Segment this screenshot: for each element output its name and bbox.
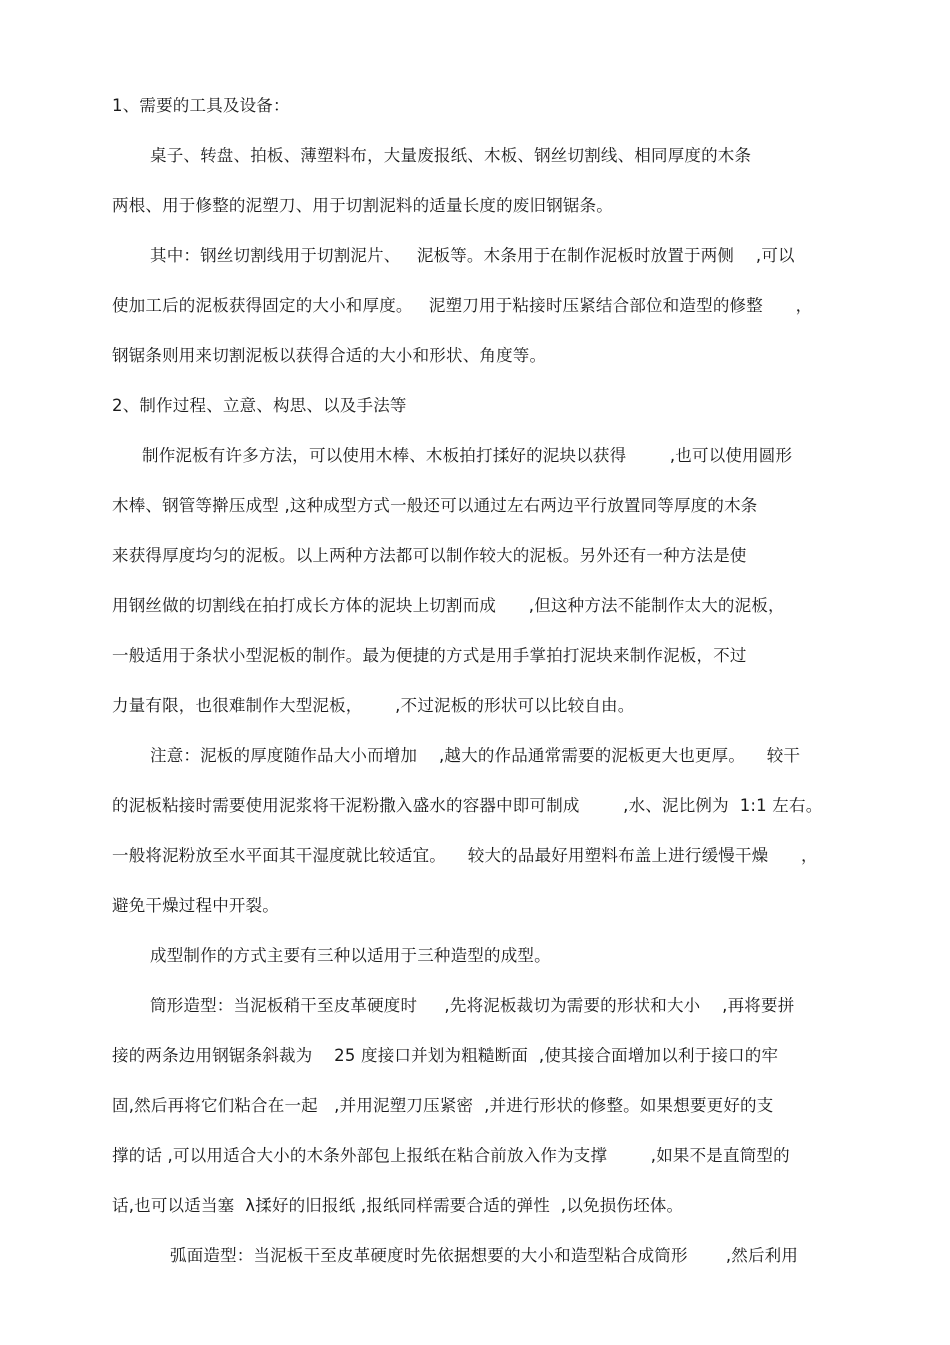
paragraph-line: 其中：钢丝切割线用于切割泥片、 泥板等。木条用于在制作泥板时放置于两侧 ,可以 — [150, 246, 795, 265]
paragraph-line: 钢锯条则用来切割泥板以获得合适的大小和形状、角度等。 — [112, 346, 547, 365]
paragraph-line: 木棒、钢管等擀压成型 ,这种成型方式一般还可以通过左右两边平行放置同等厚度的木条 — [112, 496, 758, 515]
paragraph-line: 接的两条边用钢锯条斜裁为 25 度接口并划为粗糙断面 ,使其接合面增加以利于接口的牢 — [112, 1046, 779, 1065]
paragraph-line: 一般将泥粉放至水平面其干湿度就比较适宜。 较大的品最好用塑料布盖上进行缓慢干燥 ， — [112, 846, 818, 865]
paragraph-line: 固,然后再将它们粘合在一起 ,并用泥塑刀压紧密 ,并进行形状的修整。如果想要更好的支 — [112, 1096, 774, 1115]
paragraph-line: 一般适用于条状小型泥板的制作。最为便捷的方式是用手掌拍打泥块来制作泥板，不过 — [112, 646, 747, 665]
paragraph-line: 制作泥板有许多方法，可以使用木棒、木板拍打揉好的泥块以获得 ,也可以使用圆形 — [142, 446, 793, 465]
paragraph-line: 力量有限，也很难制作大型泥板， ,不过泥板的形状可以比较自由。 — [112, 696, 635, 715]
paragraph-line: 注意：泥板的厚度随作品大小而增加 ,越大的作品通常需要的泥板更大也更厚。 较干 — [150, 746, 801, 765]
paragraph-line: 成型制作的方式主要有三种以适用于三种造型的成型。 — [150, 946, 551, 965]
paragraph-line: 用钢丝做的切割线在拍打成长方体的泥块上切割而成 ,但这种方法不能制作太大的泥板， — [112, 596, 785, 615]
paragraph-line: 使加工后的泥板获得固定的大小和厚度。 泥塑刀用于粘接时压紧结合部位和造型的修整 ， — [112, 296, 813, 315]
paragraph-line: 两根、用于修整的泥塑刀、用于切割泥料的适量长度的废旧钢锯条。 — [112, 196, 613, 215]
paragraph-line: 弧面造型：当泥板干至皮革硬度时先依据想要的大小和造型粘合成筒形 ,然后利用 — [170, 1246, 799, 1265]
paragraph-line: 筒形造型：当泥板稍干至皮革硬度时 ,先将泥板裁切为需要的形状和大小 ,再将要拼 — [150, 996, 795, 1015]
paragraph-line: 来获得厚度均匀的泥板。以上两种方法都可以制作较大的泥板。另外还有一种方法是使 — [112, 546, 747, 565]
section-heading-process: 2、制作过程、立意、构思、以及手法等 — [112, 396, 407, 415]
paragraph-line: 话,也可以适当塞 λ揉好的旧报纸 ,报纸同样需要合适的弹性 ,以免损伤坯体。 — [112, 1196, 684, 1215]
paragraph-line: 桌子、转盘、拍板、薄塑料布，大量废报纸、木板、钢丝切割线、相同厚度的木条 — [150, 146, 752, 165]
paragraph-line: 的泥板粘接时需要使用泥浆将干泥粉撒入盛水的容器中即可制成 ,水、泥比例为 1:1 左右。 — [112, 796, 823, 815]
paragraph-line: 撑的话 ,可以用适合大小的木条外部包上报纸在粘合前放入作为支撑 ,如果不是直筒型的 — [112, 1146, 790, 1165]
paragraph-line: 避免干燥过程中开裂。 — [112, 896, 279, 915]
section-heading-tools: 1、需要的工具及设备： — [112, 96, 290, 115]
